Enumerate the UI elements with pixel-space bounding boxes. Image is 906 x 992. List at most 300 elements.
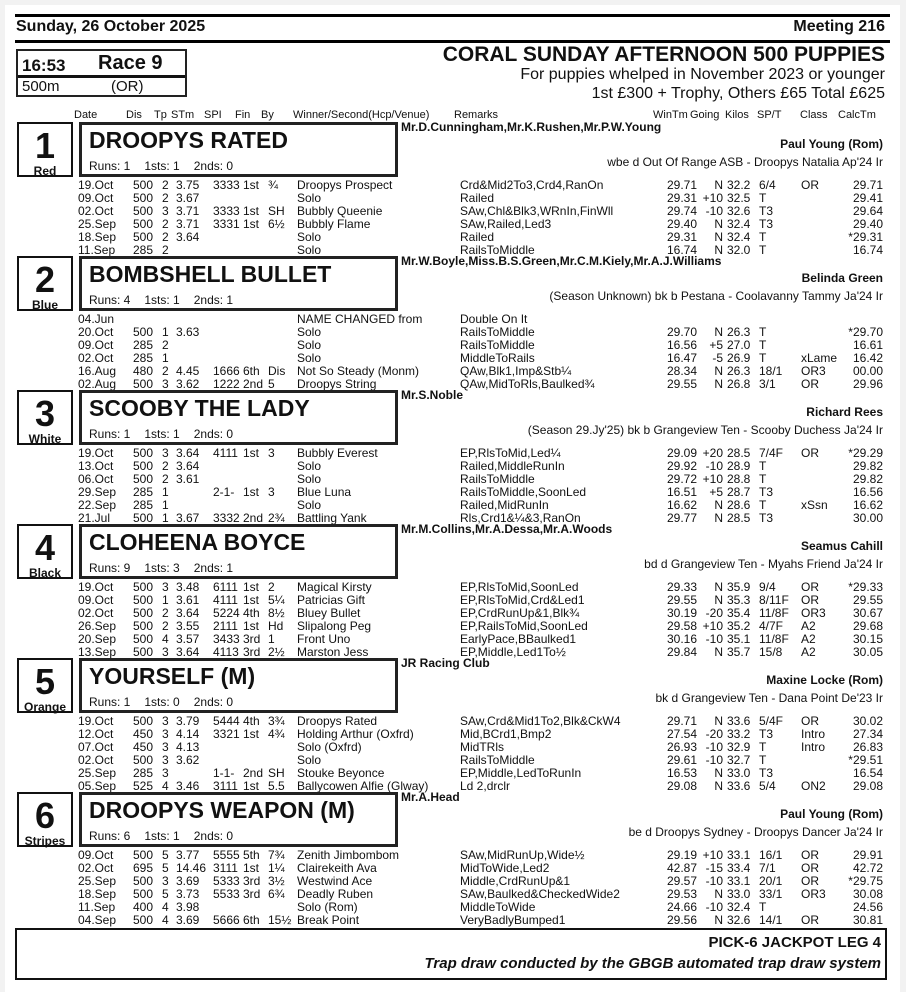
- form-winner: Battling Yank: [297, 511, 367, 525]
- form-remarks: RailsToMiddle: [460, 472, 535, 486]
- form-winner: Bluey Bullet: [297, 606, 361, 620]
- form-class: A2: [801, 645, 816, 659]
- form-win-time: 30.19: [666, 606, 697, 620]
- race-time: 16:53: [22, 56, 66, 75]
- form-win-time: 29.70: [666, 325, 697, 339]
- form-kilos: 26.3: [727, 364, 751, 378]
- form-lines: [5, 715, 900, 793]
- dog-stats: [89, 427, 247, 441]
- form-class: Intro: [801, 727, 826, 741]
- form-sectional: 3.64: [176, 645, 200, 659]
- form-win-time: 29.71: [666, 714, 697, 728]
- form-kilos: 35.3: [727, 593, 751, 607]
- form-finish: 4th: [243, 714, 260, 728]
- form-finish: 1st: [243, 727, 260, 741]
- form-date: 02.Oct: [78, 204, 114, 218]
- form-spi: 5533: [213, 887, 240, 901]
- form-distance: 500: [133, 325, 154, 339]
- dog-breeding: be d Droopys Sydney - Droopys Dancer Ja'24 Ir: [628, 825, 883, 839]
- form-win-time: 27.54: [666, 727, 697, 741]
- form-distance: 500: [133, 580, 154, 594]
- form-remarks: VeryBadlyBumped1: [460, 913, 566, 927]
- form-kilos: 32.9: [727, 740, 751, 754]
- trap-draw-note: Trap draw conducted by the GBGB automated trap draw system: [424, 955, 881, 972]
- form-win-time: 28.34: [666, 364, 697, 378]
- form-date: 25.Sep: [78, 874, 117, 888]
- form-date: 21.Jul: [78, 511, 111, 525]
- seconds-count: 2nds: 0: [193, 829, 234, 843]
- form-win-time: 42.87: [666, 861, 697, 875]
- form-calc-time: 16.62: [852, 498, 883, 512]
- form-going: N: [714, 645, 723, 659]
- form-winner: Droopys String: [297, 377, 377, 391]
- form-winner: Front Uno: [297, 632, 351, 646]
- form-sectional: 4.14: [176, 727, 200, 741]
- form-winner: Holding Arthur (Oxfrd): [297, 727, 414, 741]
- form-spi: 3433: [213, 632, 240, 646]
- form-kilos: 33.4: [727, 861, 751, 875]
- form-remarks: SAw,Baulked&CheckedWide2: [460, 887, 620, 901]
- runner-3: [5, 390, 900, 524]
- form-calc-time: 29.82: [852, 472, 883, 486]
- form-kilos: 28.5: [727, 511, 751, 525]
- form-by: 3¾: [268, 714, 285, 728]
- form-remarks: Railed,MiddleRunIn: [460, 459, 565, 473]
- form-going: N: [714, 593, 723, 607]
- form-class: OR: [801, 913, 819, 927]
- form-distance: 285: [133, 243, 154, 257]
- form-date: 19.Oct: [78, 178, 114, 192]
- form-winner: Deadly Ruben: [297, 887, 374, 901]
- form-winner: Droopys Prospect: [297, 178, 393, 192]
- form-class: OR: [801, 848, 819, 862]
- form-date: 09.Oct: [78, 848, 114, 862]
- dog-name-box: [79, 792, 398, 847]
- form-class: xSsn: [801, 498, 828, 512]
- race-number: Race 9: [98, 52, 163, 74]
- trap-colour: White: [28, 432, 62, 446]
- form-distance: 285: [133, 766, 154, 780]
- form-class: xLame: [801, 351, 838, 365]
- form-spi: 5333: [213, 874, 240, 888]
- form-going: -10: [705, 900, 723, 914]
- form-win-time: 16.51: [666, 485, 697, 499]
- form-remarks: Ld 2,drclr: [460, 779, 511, 793]
- form-sectional: 3.71: [176, 217, 200, 231]
- dog-name: DROOPYS RATED: [89, 127, 288, 153]
- form-sp: T: [759, 740, 767, 754]
- form-distance: 500: [133, 459, 154, 473]
- form-sectional: 3.55: [176, 619, 200, 633]
- form-going: -10: [705, 204, 723, 218]
- form-kilos: 32.5: [727, 191, 751, 205]
- trap-box: [17, 390, 73, 445]
- form-remarks: SAw,Crd&Mid1To2,Blk&CkW4: [460, 714, 621, 728]
- form-date: 26.Sep: [78, 619, 117, 633]
- form-win-time: 24.66: [666, 900, 697, 914]
- form-calc-time: *29.33: [848, 580, 883, 594]
- form-distance: 500: [133, 913, 154, 927]
- form-win-time: 16.53: [666, 766, 697, 780]
- form-win-time: 30.16: [666, 632, 697, 646]
- form-distance: 525: [133, 779, 154, 793]
- form-winner: Solo: [297, 459, 322, 473]
- form-distance: 500: [133, 606, 154, 620]
- form-win-time: 29.61: [666, 753, 697, 767]
- form-spi: 3321: [213, 727, 240, 741]
- form-date: 09.Oct: [78, 191, 114, 205]
- form-finish: 1st: [243, 779, 260, 793]
- form-win-time: 29.57: [666, 874, 697, 888]
- form-class: OR: [801, 874, 819, 888]
- form-win-time: 29.56: [666, 913, 697, 927]
- form-kilos: 35.4: [727, 606, 751, 620]
- seconds-count: 2nds: 0: [193, 695, 234, 709]
- form-trap: 1: [162, 485, 169, 499]
- form-class: A2: [801, 619, 816, 633]
- form-spi: 3111: [213, 779, 238, 793]
- form-remarks: QAw,Blk1,Imp&Stb¼: [460, 364, 572, 378]
- form-calc-time: 00.00: [852, 364, 883, 378]
- form-class: Intro: [801, 740, 826, 754]
- form-win-time: 16.47: [666, 351, 697, 365]
- form-distance: 450: [133, 740, 154, 754]
- form-going: N: [714, 766, 723, 780]
- form-sectional: 3.63: [176, 325, 200, 339]
- form-by: 4¾: [268, 727, 285, 741]
- dog-owner: Mr.S.Noble: [401, 388, 464, 402]
- form-trap: 3: [162, 714, 169, 728]
- form-by: 3: [268, 446, 275, 460]
- race-distance: 500m: [22, 78, 60, 95]
- form-trap: 5: [162, 861, 169, 875]
- col-spi: SPI: [204, 109, 222, 121]
- form-finish: 3rd: [243, 874, 261, 888]
- form-finish: 3rd: [243, 645, 261, 659]
- form-calc-time: 16.42: [852, 351, 883, 365]
- form-sectional: 3.62: [176, 377, 200, 391]
- form-calc-time: 29.40: [852, 217, 883, 231]
- form-going: +10: [702, 619, 723, 633]
- form-spi: 3111: [213, 861, 238, 875]
- form-kilos: 32.4: [727, 900, 751, 914]
- form-win-time: 29.72: [666, 472, 697, 486]
- form-winner: Ballycowen Alfie (Glway): [297, 779, 429, 793]
- form-distance: 500: [133, 178, 154, 192]
- form-win-time: 29.74: [666, 204, 697, 218]
- form-calc-time: 29.91: [852, 848, 883, 862]
- form-by: 7¾: [268, 848, 285, 862]
- form-winner: Break Point: [297, 913, 360, 927]
- form-date: 13.Oct: [78, 459, 114, 473]
- form-calc-time: 42.72: [852, 861, 883, 875]
- form-sp: T3: [759, 204, 774, 218]
- form-calc-time: 29.68: [852, 619, 883, 633]
- form-winner: Patricias Gift: [297, 593, 366, 607]
- form-remarks: EP,RlsToMid,Crd&Led1: [460, 593, 585, 607]
- form-kilos: 32.2: [727, 178, 751, 192]
- form-going: -10: [705, 632, 723, 646]
- trap-colour: Blue: [31, 298, 58, 312]
- form-spi: 5555: [213, 848, 240, 862]
- form-trap: 4: [162, 632, 169, 646]
- form-remarks: RailsToMiddle: [460, 243, 535, 257]
- dog-owner: JR Racing Club: [401, 656, 490, 670]
- col-calctm: CalcTm: [838, 109, 876, 121]
- form-calc-time: 16.61: [852, 338, 883, 352]
- form-sectional: 3.69: [176, 913, 200, 927]
- form-sectional: 3.61: [176, 593, 200, 607]
- form-remarks: Railed: [460, 191, 495, 205]
- form-finish: 1st: [243, 861, 260, 875]
- form-going: N: [714, 217, 723, 231]
- form-trap: 2: [162, 606, 169, 620]
- form-sp: 5/4F: [759, 714, 784, 728]
- form-going: N: [714, 230, 723, 244]
- form-sp: 7/1: [759, 861, 776, 875]
- form-winner: Solo: [297, 753, 322, 767]
- form-distance: 500: [133, 472, 154, 486]
- trap-number: 3: [34, 393, 56, 434]
- form-going: N: [714, 714, 723, 728]
- form-date: 04.Sep: [78, 913, 117, 927]
- form-going: N: [714, 887, 723, 901]
- form-winner: Solo: [297, 230, 322, 244]
- firsts-count: 1sts: 1: [144, 293, 180, 307]
- col-fin: Fin: [235, 109, 251, 121]
- form-lines: [5, 447, 900, 525]
- form-trap: 5: [162, 848, 169, 862]
- form-trap: 5: [162, 887, 169, 901]
- form-winner: Solo: [297, 325, 322, 339]
- footer-box: [15, 928, 887, 980]
- form-distance: 500: [133, 848, 154, 862]
- form-spi: 5224: [213, 606, 240, 620]
- form-going: N: [714, 498, 723, 512]
- form-win-time: 29.55: [666, 377, 697, 391]
- form-kilos: 35.2: [727, 619, 751, 633]
- form-sp: 33/1: [759, 887, 783, 901]
- form-trap: 4: [162, 779, 169, 793]
- form-trap: 4: [162, 913, 169, 927]
- form-by: Dis: [268, 364, 286, 378]
- form-distance: 500: [133, 511, 154, 525]
- form-kilos: 32.6: [727, 913, 751, 927]
- form-finish: 1st: [243, 580, 260, 594]
- form-sp: 18/1: [759, 364, 783, 378]
- runner-6: [5, 792, 900, 926]
- form-finish: 6th: [243, 913, 260, 927]
- form-going: +5: [709, 338, 723, 352]
- form-distance: 500: [133, 204, 154, 218]
- form-distance: 500: [133, 377, 154, 391]
- dog-name-box: [79, 256, 398, 311]
- trap-colour: Black: [28, 566, 62, 580]
- form-sp: 4/7F: [759, 619, 784, 633]
- seconds-count: 2nds: 1: [193, 293, 234, 307]
- form-calc-time: 29.41: [852, 191, 883, 205]
- form-kilos: 32.4: [727, 217, 751, 231]
- form-sp: 9/4: [759, 580, 776, 594]
- form-kilos: 33.2: [727, 727, 751, 741]
- form-by: SH: [268, 204, 285, 218]
- form-distance: 500: [133, 593, 154, 607]
- form-remarks: EP,Middle,Led1To½: [460, 645, 566, 659]
- form-lines: [5, 849, 900, 927]
- form-winner: Westwind Ace: [297, 874, 373, 888]
- form-calc-time: 16.74: [852, 243, 883, 257]
- form-distance: 500: [133, 874, 154, 888]
- form-trap: 2: [162, 619, 169, 633]
- form-trap: 2: [162, 217, 169, 231]
- form-kilos: 32.4: [727, 230, 751, 244]
- form-finish: 2nd: [243, 377, 264, 391]
- form-going: -10: [705, 740, 723, 754]
- form-winner: Solo: [297, 351, 322, 365]
- form-remarks: RailsToMiddle,SoonLed: [460, 485, 587, 499]
- form-by: 15½: [268, 913, 292, 927]
- col-going: Going: [690, 109, 720, 121]
- form-going: N: [714, 913, 723, 927]
- runs-count: Runs: 1: [89, 695, 131, 709]
- form-finish: 1st: [243, 204, 260, 218]
- form-finish: 3rd: [243, 632, 261, 646]
- trap-number: 6: [34, 795, 56, 836]
- form-lines: [5, 179, 900, 257]
- form-sp: T: [759, 459, 767, 473]
- form-finish: 3rd: [243, 887, 261, 901]
- form-sectional: 3.61: [176, 472, 200, 486]
- form-sp: T: [759, 472, 767, 486]
- form-calc-time: 29.71: [852, 178, 883, 192]
- top-rule: [15, 14, 890, 17]
- dog-breeding: bk d Grangeview Ten - Dana Point De'23 Ir: [655, 691, 883, 705]
- form-date: 09.Oct: [78, 338, 114, 352]
- trap-box: [17, 658, 73, 713]
- form-winner: Bubbly Queenie: [297, 204, 383, 218]
- form-spi: 4113: [213, 645, 239, 659]
- form-trap: 3: [162, 766, 169, 780]
- form-sp: 16/1: [759, 848, 783, 862]
- dog-stats: [89, 829, 247, 843]
- form-calc-time: 16.56: [852, 485, 883, 499]
- form-date: 12.Oct: [78, 727, 114, 741]
- dog-trainer: Paul Young (Rom): [780, 807, 883, 821]
- trap-number: 2: [34, 259, 56, 300]
- form-finish: 1st: [243, 593, 260, 607]
- runs-count: Runs: 9: [89, 561, 131, 575]
- form-trap: 3: [162, 645, 169, 659]
- form-distance: 500: [133, 217, 154, 231]
- runner-1: [5, 122, 900, 256]
- form-sectional: 3.75: [176, 178, 200, 192]
- form-remarks: Railed: [460, 230, 495, 244]
- form-sectional: 3.64: [176, 606, 200, 620]
- form-kilos: 35.7: [727, 645, 751, 659]
- form-date: 02.Oct: [78, 753, 114, 767]
- form-sectional: 3.98: [176, 900, 200, 914]
- form-distance: 285: [133, 338, 154, 352]
- form-winner: Solo: [297, 472, 322, 486]
- form-going: -20: [705, 606, 723, 620]
- trap-number: 1: [34, 125, 56, 166]
- form-win-time: 29.31: [666, 191, 697, 205]
- form-date: 02.Oct: [78, 606, 114, 620]
- trap-colour: Red: [33, 164, 57, 178]
- form-by: 3½: [268, 874, 285, 888]
- form-remarks: EP,RlsToMid,SoonLed: [460, 580, 579, 594]
- form-winner: Stouke Beyonce: [297, 766, 385, 780]
- seconds-count: 2nds: 0: [193, 427, 234, 441]
- form-sp: T: [759, 498, 767, 512]
- form-calc-time: 24.56: [852, 900, 883, 914]
- form-by: 5¼: [268, 593, 285, 607]
- form-spi: 4111: [213, 593, 238, 607]
- form-kilos: 33.0: [727, 887, 751, 901]
- dog-stats: [89, 159, 247, 173]
- form-by: Hd: [268, 619, 284, 633]
- form-sp: T: [759, 900, 767, 914]
- form-sectional: 3.46: [176, 779, 200, 793]
- dog-name: YOURSELF (M): [89, 663, 256, 689]
- form-kilos: 28.6: [727, 498, 751, 512]
- form-lines: [5, 313, 900, 391]
- form-trap: 1: [162, 593, 169, 607]
- dog-trainer: Paul Young (Rom): [780, 137, 883, 151]
- form-sectional: 3.64: [176, 459, 200, 473]
- form-remarks: EarlyPace,BBaulked1: [460, 632, 577, 646]
- form-win-time: 29.40: [666, 217, 697, 231]
- form-kilos: 32.0: [727, 243, 751, 257]
- dog-name-box: [79, 122, 398, 177]
- form-kilos: 33.1: [727, 848, 751, 862]
- form-trap: 3: [162, 377, 169, 391]
- form-win-time: 29.33: [666, 580, 697, 594]
- form-calc-time: 29.96: [852, 377, 883, 391]
- form-date: 06.Oct: [78, 472, 114, 486]
- form-by: 2: [268, 580, 275, 594]
- form-kilos: 28.8: [727, 472, 751, 486]
- form-trap: 3: [162, 874, 169, 888]
- form-by: SH: [268, 766, 285, 780]
- form-date: 02.Aug: [78, 377, 117, 391]
- form-sp: T3: [759, 485, 774, 499]
- trap-box: [17, 256, 73, 311]
- firsts-count: 1sts: 3: [144, 561, 180, 575]
- form-winner: Magical Kirsty: [297, 580, 372, 594]
- form-going: -10: [705, 459, 723, 473]
- form-distance: 400: [133, 900, 154, 914]
- runner-2: [5, 256, 900, 390]
- form-sectional: 3.48: [176, 580, 200, 594]
- form-spi: 3333: [213, 204, 240, 218]
- form-winner: Bubbly Flame: [297, 217, 371, 231]
- runs-count: Runs: 1: [89, 159, 131, 173]
- dog-owner: Mr.D.Cunningham,Mr.K.Rushen,Mr.P.W.Young: [401, 120, 662, 134]
- form-date: 09.Oct: [78, 593, 114, 607]
- form-kilos: 32.6: [727, 204, 751, 218]
- dog-owner: Mr.M.Collins,Mr.A.Dessa,Mr.A.Woods: [401, 522, 613, 536]
- form-sectional: 4.45: [176, 364, 200, 378]
- form-calc-time: 30.00: [852, 511, 883, 525]
- form-spi: 3332: [213, 511, 240, 525]
- form-date: 02.Oct: [78, 861, 114, 875]
- form-spi: 6111: [213, 580, 238, 594]
- form-remarks: RailsToMiddle: [460, 338, 535, 352]
- form-sectional: 3.62: [176, 753, 200, 767]
- form-distance: 500: [133, 191, 154, 205]
- form-spi: 2111: [213, 619, 238, 633]
